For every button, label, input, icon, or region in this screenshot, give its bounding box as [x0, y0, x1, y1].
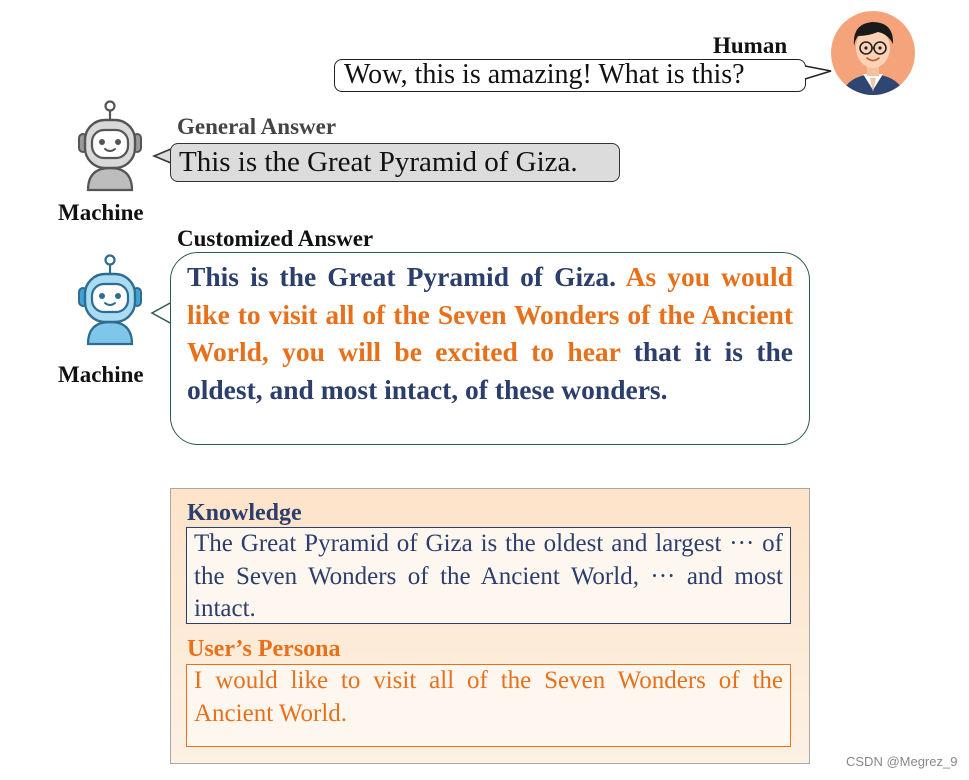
- machine-label-customized: Machine: [58, 362, 144, 387]
- person-avatar-icon: [830, 10, 916, 96]
- knowledge-label: Knowledge: [187, 500, 302, 526]
- human-label: Human: [713, 33, 788, 58]
- persona-text-box: I would like to visit all of the Seven Wonders of the Ancient World.: [186, 664, 791, 747]
- blue-robot-icon: [68, 252, 152, 348]
- human-speech-bubble: Wow, this is amazing! What is this?: [334, 59, 806, 92]
- customized-answer-intro: This is the Great Pyramid of Giza.: [187, 261, 626, 292]
- general-answer-bubble: This is the Great Pyramid of Giza.: [170, 143, 620, 182]
- general-answer-label: General Answer: [177, 114, 337, 139]
- knowledge-text-box: The Great Pyramid of Giza is the oldest and largest ··· of the Seven Wonders of the Ancient World, ··· and most intact.: [186, 527, 791, 624]
- customized-answer-knowledge-part: that it is the oldest, and most intact, of these wonders.: [187, 336, 793, 405]
- gray-robot-icon: [68, 98, 152, 194]
- persona-label: User’s Persona: [187, 636, 341, 662]
- machine-label-general: Machine: [58, 200, 144, 225]
- customized-answer-persona-part: As you would like to visit all of the Seven Wonders of the Ancient World, you will be excited to hear: [187, 261, 793, 367]
- general-bubble-tail: [152, 144, 172, 168]
- watermark: CSDN @Megrez_9: [846, 754, 958, 769]
- customized-answer-label: Customized Answer: [177, 226, 374, 251]
- customized-answer-bubble: [170, 252, 810, 445]
